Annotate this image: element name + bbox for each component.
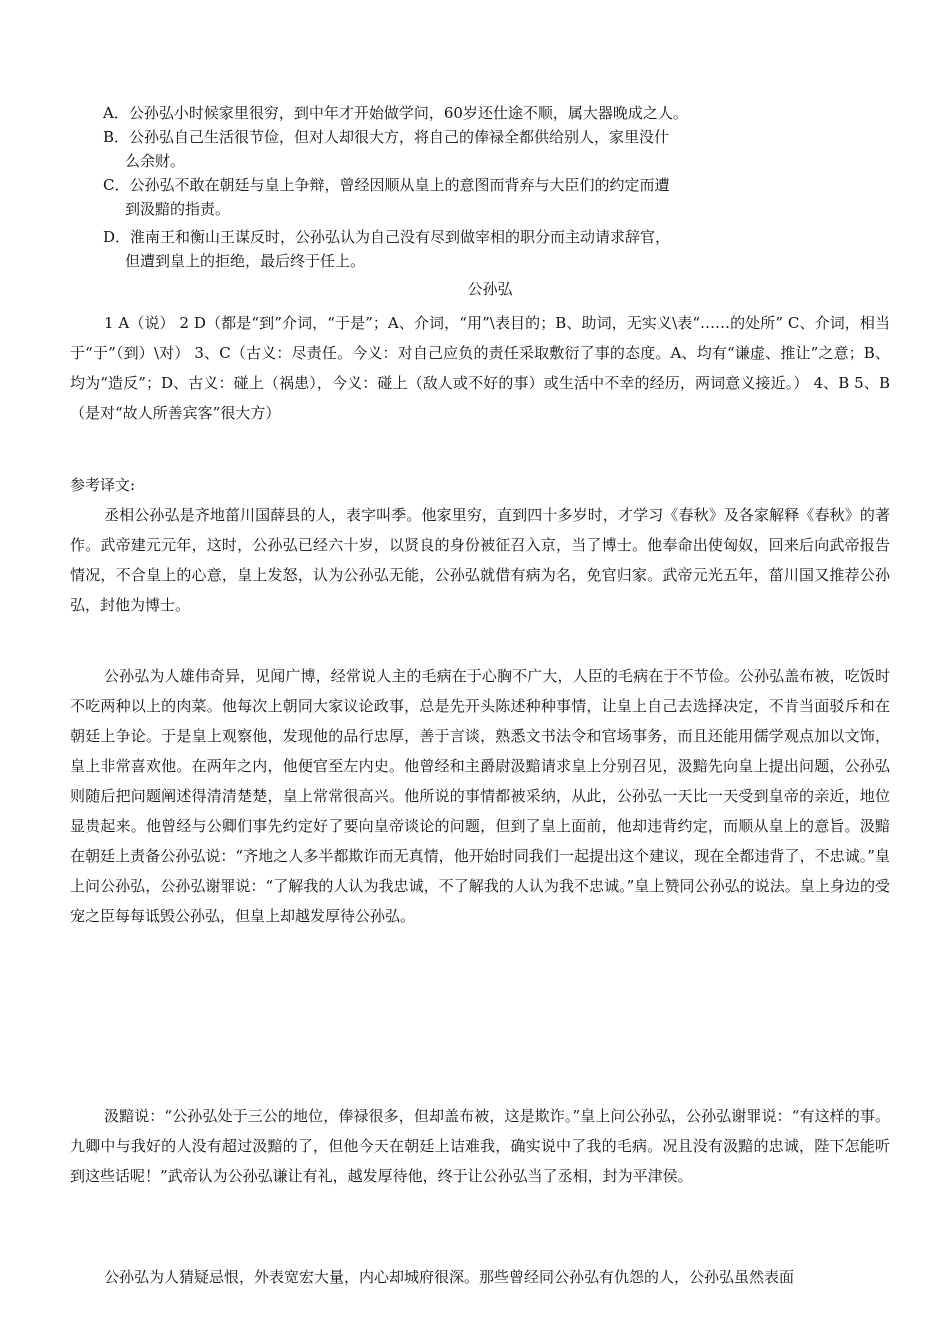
option-c-continuation: 到汲黯的指责。 bbox=[125, 200, 231, 218]
option-d bbox=[103, 225, 743, 273]
option-b-continuation: 么余财。 bbox=[125, 152, 186, 170]
translation-paragraph-3: 汲黯说：“公孙弘处于三公的地位，俸禄很多，但却盖布被，这是欺诈。”皇上问公孙弘，公孙弘谢罪说：“有这样的事。九卿中与我好的人没有超过汲黯的了，但他今天在朝廷上诘难我，确实说中了我的毛病。况且没有汲黯的忠诚，陛下怎能听到这些话呢！”武帝认为公孙弘谦让有礼，越发厚待他，终于让公孙弘当了丞相，封为平津侯。 bbox=[70, 1107, 890, 1185]
translation-label: 参考译文: bbox=[70, 476, 136, 494]
translation-paragraph-4: 公孙弘为人猜疑忌恨，外表宽宏大量，内心却城府很深。那些曾经同公孙弘有仇怨的人，公孙弘虽然表面 bbox=[104, 1268, 795, 1286]
translation-paragraph-2: 公孙弘为人雄伟奇异，见闻广博，经常说人主的毛病在于心胸不广大，人臣的毛病在于不节俭。公孙弘盖布被，吃饭时不吃两种以上的肉菜。他每次上朝同大家议论政事，总是先开头陈述种种事情，让皇上自己去选择决定，不肯当面驳斥和在朝廷上争论。于是皇上观察他，发现他的品行忠厚，善于言谈，熟悉文书法令和官场事务，而且还能用儒学观点加以文饰，皇上非常喜欢他。在两年之内，他便官至左内史。他曾经和主爵尉汲黯请求皇上分别召见，汲黯先向皇上提出问题，公孙弘则随后把问题阐述得清清楚楚，皇上常常很高兴。他所说的事情都被采纳，从此，公孙弘一天比一天受到皇帝的亲近，地位显贵起来。他曾经与公卿们事先约定好了要向皇帝谈论的问题，但到了皇上面前，他却违背约定，而顺从皇上的意旨。汲黯在朝廷上责备公孙弘说：“齐地之人多半都欺诈而无真情，他开始时同我们一起提出这个建议，现在全都违背了，不忠诚。”皇上问公孙弘，公孙弘谢罪说：“了解我的人认为我忠诚，不了解我的人认为我不忠诚。”皇上赞同公孙弘的说法。皇上身边的受宠之臣每每诋毁公孙弘，但皇上却越发厚待公孙弘。 bbox=[70, 667, 890, 925]
option-a bbox=[103, 101, 743, 125]
option-c-text: C．公孙弘不敢在朝廷与皇上争辩，曾经因顺从皇上的意图而背弃与大臣们的约定而遭 bbox=[103, 176, 670, 194]
option-c bbox=[103, 173, 743, 221]
translation-paragraph-1: 丞相公孙弘是齐地菑川国薛县的人，表字叫季。他家里穷，直到四十多岁时，才学习《春秋》及各家解释《春秋》的著作。武帝建元元年，这时，公孙弘已经六十岁，以贤良的身份被征召入京，当了博士。他奉命出使匈奴，回来后向武帝报告情况，不合皇上的心意，皇上发怒，认为公孙弘无能，公孙弘就借有病为名，免官归家。武帝元光五年，菑川国又推荐公孙弘，封他为博士。 bbox=[70, 506, 890, 614]
option-a-text: A．公孙弘小时候家里很穷，到中年才开始做学问，60岁还仕途不顺，属大器晚成之人。 bbox=[103, 104, 688, 122]
answer-key: 1 A（说） 2 D（都是“到”介词，“于是”；A、介词，“用”\表目的；B、助词，无实义\表“……的处所” C、介词，相当于“于”（到）\对） 3、C（古义：尽责任。今义：对自己应负的责任采取敷衍了事的态度。A、均有“谦虚、推让”之意；B、均为“造反”；D、古义：碰上（祸患），今义：碰上（敌人或不好的事）或生活中不幸的经历，两词意义接近。） 4、B 5、B（是对“故人所善宾客”很大方） bbox=[70, 314, 890, 422]
option-b bbox=[103, 125, 743, 173]
section-title: 公孙弘 bbox=[467, 280, 513, 298]
option-d-continuation: 但遭到皇上的拒绝，最后终于任上。 bbox=[125, 252, 366, 270]
option-d-text: D．淮南王和衡山王谋反时，公孙弘认为自己没有尽到做宰相的职分而主动请求辞官， bbox=[103, 228, 671, 246]
option-b-text: B．公孙弘自己生活很节俭，但对人却很大方，将自己的俸禄全都供给别人，家里没什 bbox=[103, 128, 670, 146]
